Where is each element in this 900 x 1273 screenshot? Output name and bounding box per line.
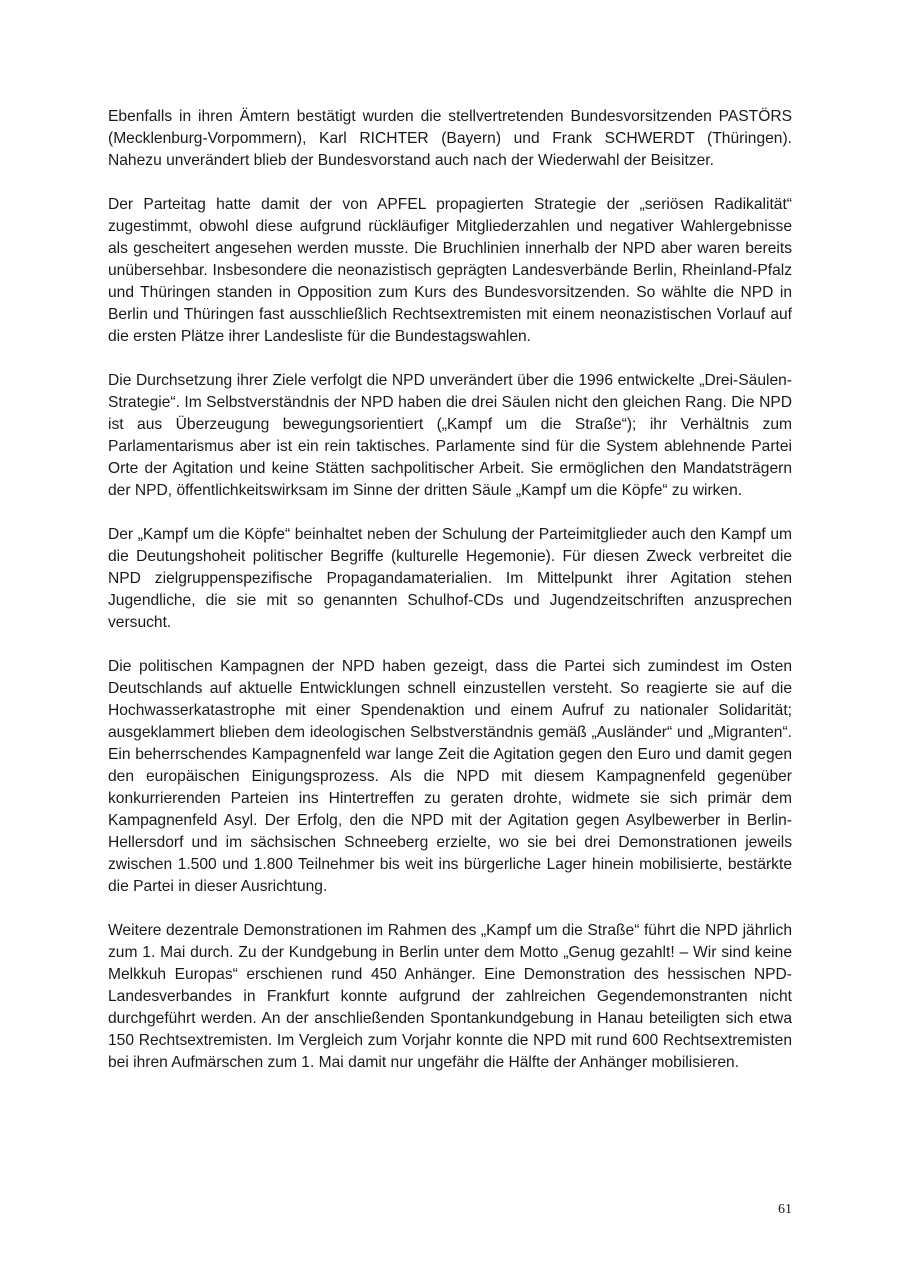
paragraph-6: Weitere dezentrale Demonstrationen im Rahmen des „Kampf um die Straße“ führt die NPD jährlich zum 1. Mai durch. Zu der Kundgebung in Berlin unter dem Motto „Genug gezahlt! – Wir sind keine Melkkuh Europas“ erschienen rund 450 Anhänger. Eine Demonstration des hessischen NPD-Landesverbandes in Frankfurt konnte aufgrund der zahlreichen Gegendemonstranten nicht durchgeführt werden. An der anschließenden Spontankundgebung in Hanau beteiligten sich etwa 150 Rechtsextremisten. Im Vergleich zum Vorjahr konnte die NPD mit rund 600 Rechtsextremisten bei ihren Aufmärschen zum 1. Mai damit nur ungefähr die Hälfte der Anhänger mobilisieren.	[108, 922, 792, 1071]
body-text	[108, 106, 792, 1096]
paragraph-4: Der „Kampf um die Köpfe“ beinhaltet neben der Schulung der Parteimitglieder auch den Kampf um die Deutungshoheit politischer Begriffe (kulturelle Hegemonie). Für diesen Zweck verbreitet die NPD zielgruppenspezifische Propagandamaterialien. Im Mittelpunkt ihrer Agitation stehen Jugendliche, die sie mit so genannten Schulhof-CDs und Jugendzeitschriften anzusprechen versucht.	[108, 526, 792, 631]
paragraph-2: Der Parteitag hatte damit der von APFEL propagierten Strategie der „seriösen Radikalität“ zugestimmt, obwohl diese aufgrund rückläufiger Mitgliederzahlen und negativer Wahlergebnisse als gescheitert angesehen werden musste. Die Bruchlinien innerhalb der NPD aber waren bereits unübersehbar. Insbesondere die neonazistisch geprägten Landesverbände Berlin, Rheinland-Pfalz und Thüringen standen in Opposition zum Kurs des Bundesvorsitzenden. So wählte die NPD in Berlin und Thüringen fast ausschließlich Rechtsextremisten mit einem neonazistischen Vorlauf auf die ersten Plätze ihrer Landesliste für die Bundestagswahlen.	[108, 196, 792, 345]
paragraph-1: Ebenfalls in ihren Ämtern bestätigt wurden die stellvertretenden Bundesvorsitzenden PASTÖRS (Mecklenburg-Vorpommern), Karl RICHTER (Bayern) und Frank SCHWERDT (Thüringen). Nahezu unverändert blieb der Bundesvorstand auch nach der Wiederwahl der Beisitzer.	[108, 108, 792, 169]
paragraph-3: Die Durchsetzung ihrer Ziele verfolgt die NPD unverändert über die 1996 entwickelte „Drei-Säulen-Strategie“. Im Selbstverständnis der NPD haben die drei Säulen nicht den gleichen Rang. Die NPD ist aus Überzeugung bewegungsorientiert („Kampf um die Straße“); ihr Verhältnis zum Parlamentarismus aber ist ein rein taktisches. Parlamente sind für die System ablehnende Partei Orte der Agitation und keine Stätten sachpolitischer Arbeit. Sie ermöglichen den Mandatsträgern der NPD, öffentlichkeitswirksam im Sinne der dritten Säule „Kampf um die Köpfe“ zu wirken.	[108, 372, 792, 499]
paragraph-5: Die politischen Kampagnen der NPD haben gezeigt, dass die Partei sich zumindest im Osten Deutschlands auf aktuelle Entwicklungen schnell einzustellen versteht. So reagierte sie auf die Hochwasserkatastrophe mit einer Spendenaktion und einem Aufruf zu nationaler Solidarität; ausgeklammert blieben dem ideologischen Selbstverständnis gemäß „Ausländer“ und „Migranten“. Ein beherrschendes Kampagnenfeld war lange Zeit die Agitation gegen den Euro und damit gegen den europäischen Einigungsprozess. Als die NPD mit diesem Kampagnenfeld gegenüber konkurrierenden Parteien ins Hintertreffen zu geraten drohte, widmete sie sich primär dem Kampagnenfeld Asyl. Der Erfolg, den die NPD mit der Agitation gegen Asylbewerber in Berlin-Hellersdorf und im sächsischen Schneeberg erzielte, wo sie bei drei Demonstrationen jeweils zwischen 1.500 und 1.800 Teilnehmer bis weit ins bürgerliche Lager hinein mobilisierte, bestärkte die Partei in dieser Ausrichtung.	[108, 658, 792, 895]
page-number: 61	[778, 1202, 792, 1217]
